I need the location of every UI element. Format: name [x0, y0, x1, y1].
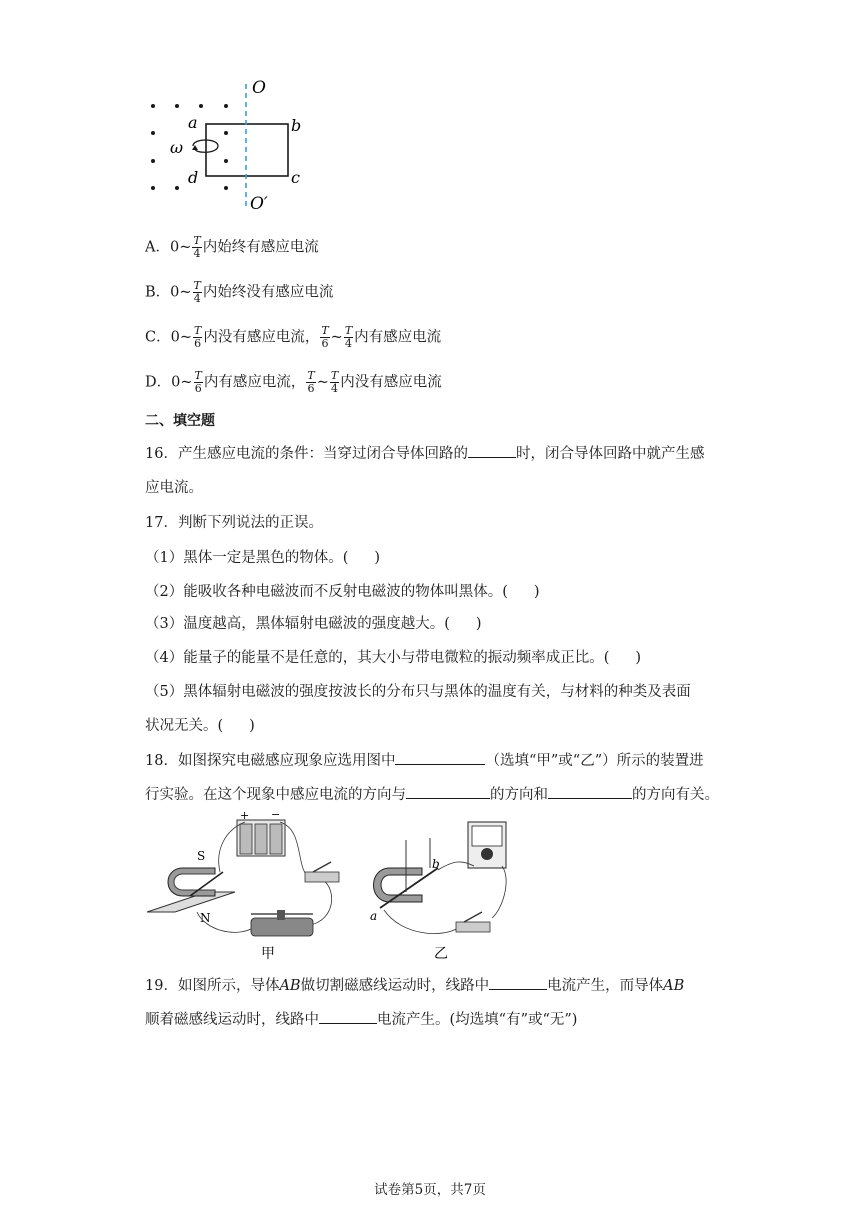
apparatus-yi-figure [362, 810, 532, 960]
label-omega: ω [170, 138, 184, 157]
q17-item-4: （4）能量子的能量不是任意的，其大小与带电微粒的振动频率成正比。( ) [145, 650, 642, 666]
page-footer: 试卷第5页，共7页 [374, 1182, 486, 1198]
fraction: $\frac{T}{4}$ [193, 279, 201, 305]
fraction: $\frac{T}{6}$ [321, 324, 329, 350]
label-a: a [188, 113, 198, 132]
apparatus-jia-figure [145, 810, 355, 960]
answer-blank[interactable] [468, 443, 516, 458]
q17-item-5: （5）黑体辐射电磁波的强度按波长的分布只与黑体的温度有关，与材料的种类及表面 [145, 684, 691, 700]
q17-stem: 17．判断下列说法的正误。 [145, 515, 323, 531]
switch-icon [456, 912, 490, 932]
switch-icon [305, 862, 339, 882]
svg-text:−: − [271, 810, 281, 821]
answer-blank[interactable] [489, 975, 547, 990]
answer-blank[interactable] [319, 1009, 377, 1024]
q18-line2: 行实验。在这个现象中感应电流的方向与 的方向和 的方向有关。 [145, 784, 719, 805]
galvanometer-icon [468, 822, 506, 868]
caption-yi: 乙 [434, 946, 448, 960]
svg-text:b: b [432, 857, 440, 871]
answer-blank[interactable] [548, 784, 632, 799]
q16-line2: 应电流。 [145, 480, 203, 496]
q18-line1: 18．如图探究电磁感应现象应选用图中 （选填“甲”或“乙”）所示的装置进 [145, 750, 704, 771]
option-d: D．0~ $\frac{T}{6}$ 内有感应电流， $\frac{T}{6}$ ~ $\frac{T}{4}$ 内没有感应电流 [145, 369, 442, 395]
q19-line1: 19．如图所示，导体AB做切割磁感线运动时，线路中 电流产生，而导体AB [145, 975, 684, 996]
fraction: $\frac{T}{6}$ [193, 324, 202, 350]
q17-item-1: （1）黑体一定是黑色的物体。( ) [145, 550, 381, 566]
q17-item-3: （3）温度越高，黑体辐射电磁波的强度越大。( ) [145, 616, 482, 632]
fraction: $\frac{T}{4}$ [193, 234, 201, 260]
section-heading: 二、填空题 [145, 413, 215, 429]
fraction: $\frac{T}{6}$ [194, 369, 202, 395]
rheostat-icon [251, 910, 313, 936]
answer-blank[interactable] [395, 750, 485, 765]
battery-icon [237, 820, 285, 856]
svg-text:S: S [197, 849, 206, 863]
q16-line1: 16．产生感应电流的条件：当穿过闭合导体回路的 时，闭合导体回路中就产生感 [145, 443, 704, 464]
label-O: O [252, 78, 266, 98]
loop-abcd [206, 124, 288, 176]
label-d: d [188, 168, 199, 187]
fraction: $\frac{T}{4}$ [330, 369, 339, 395]
label-c: c [291, 168, 300, 187]
fraction: $\frac{T}{4}$ [344, 324, 353, 350]
q19-line2: 顺着磁感线运动时，线路中 电流产生。(均选填“有”或“无”) [145, 1009, 577, 1030]
svg-text:a: a [370, 909, 378, 923]
q17-item-2: （2）能吸收各种电磁波而不反射电磁波的物体叫黑体。( ) [145, 584, 540, 600]
label-b: b [291, 116, 302, 135]
q17-item-5-line2: 状况无关。( ) [145, 718, 255, 734]
answer-blank[interactable] [406, 784, 490, 799]
loop-rotation-figure [140, 76, 310, 216]
caption-jia: 甲 [261, 946, 275, 960]
label-O-prime: O′ [250, 194, 268, 214]
svg-text:N: N [200, 911, 211, 925]
fraction: $\frac{T}{6}$ [307, 369, 315, 395]
svg-text:+: + [240, 810, 250, 822]
option-c: C．0~ $\frac{T}{6}$ 内没有感应电流， $\frac{T}{6}$ ~ $\frac{T}{4}$ 内有感应电流 [145, 324, 442, 350]
option-a: A．0~ $\frac{T}{4}$ 内始终有感应电流 [145, 234, 319, 260]
option-b: B．0~ $\frac{T}{4}$ 内始终没有感应电流 [145, 279, 334, 305]
